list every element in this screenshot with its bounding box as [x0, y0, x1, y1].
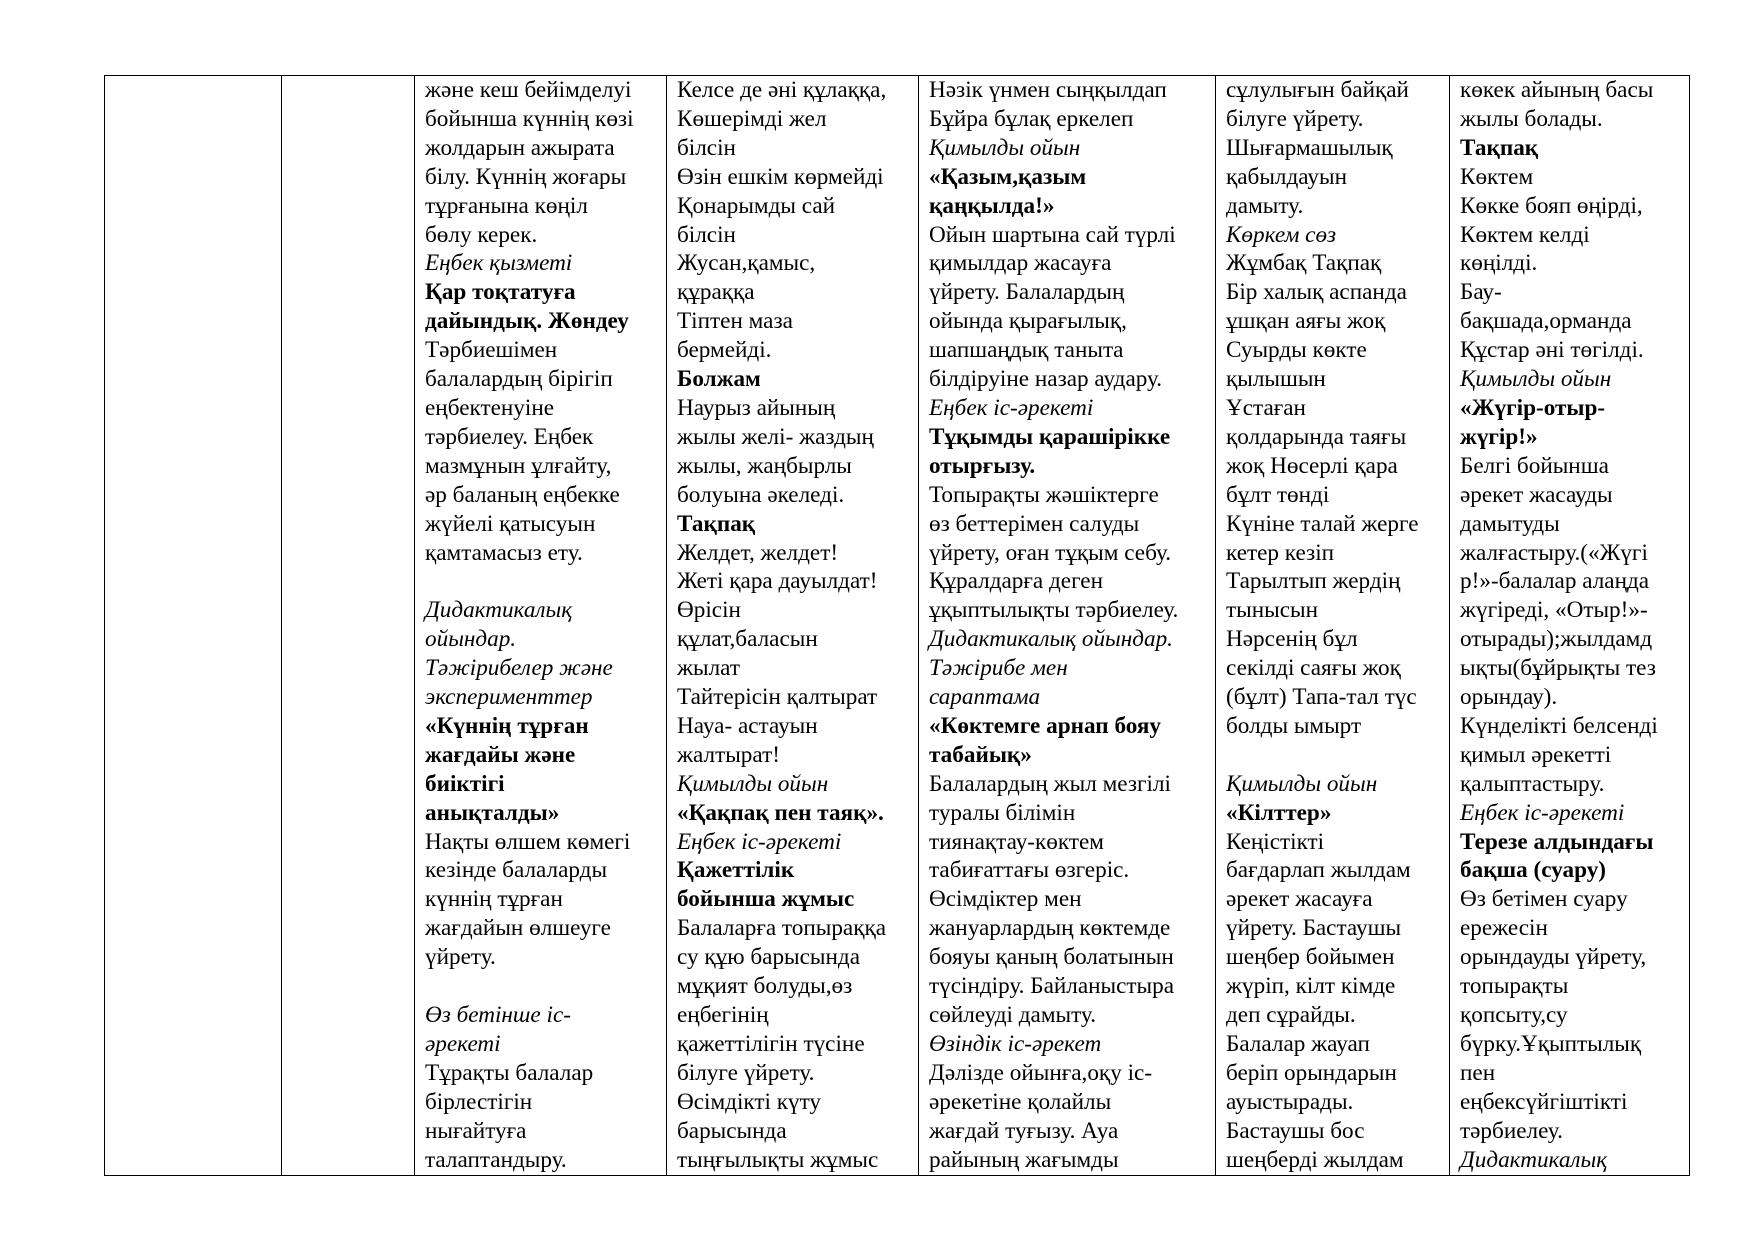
text-line: балалардың бірігіп	[425, 366, 613, 393]
activity-title: «Кілттер»	[1226, 799, 1332, 826]
text-line: білдіруіне назар аудару.	[929, 366, 1163, 393]
text-line: Топырақты жәшіктерге	[929, 481, 1159, 508]
text-line: Тайтерісін қалтырат	[677, 684, 878, 711]
text-line: Тарылтып жердің	[1226, 568, 1401, 595]
text-line: секілді саяғы жоқ	[1226, 655, 1401, 682]
text-line: шеңберді жылдам	[1226, 1146, 1404, 1173]
text-line: әрекет жасауды	[1460, 481, 1613, 508]
text-line: үйрету, оған тұқым себу.	[929, 539, 1172, 566]
text-line: ұқыптылықты тәрбиелеу.	[929, 597, 1179, 624]
weekly-plan-table	[104, 75, 1690, 1176]
table-cell-col-3	[415, 76, 667, 1176]
text-line: Келсе де әні құлаққа,	[677, 77, 887, 103]
text-line: үйрету. Бастаушы	[1226, 915, 1402, 942]
text-line: деп сұрайды.	[1226, 1001, 1356, 1028]
text-line: Белгі бойынша	[1460, 452, 1609, 479]
text-line: мазмұнын ұлғайту,	[425, 452, 612, 479]
text-line: табиғаттағы өзгеріс.	[929, 857, 1130, 884]
section-heading: Көркем сөз	[1226, 221, 1337, 248]
activity-title: Қар тоқтатуға	[425, 279, 576, 306]
text-line: Көшерімді жел	[677, 105, 827, 132]
text-line: Науа- астауын	[677, 712, 818, 739]
text-line: қимылдар жасауға	[929, 250, 1112, 277]
text-line: қабылдауын	[1226, 163, 1347, 190]
text-line: жүйелі қатысуын	[425, 510, 596, 537]
text-line: әрекет жасауға	[1226, 886, 1373, 913]
text-line: еңбегінің	[677, 1002, 769, 1028]
text-line: Көктем келді	[1460, 221, 1590, 248]
text-line: отырады);жылдамд	[1460, 626, 1653, 653]
section-heading: Еңбек іс-әрекеті	[677, 828, 842, 855]
text-line: қылышын	[1226, 366, 1326, 393]
text-line: құраққа	[677, 279, 755, 306]
text-line: әр баланың еңбекке	[425, 481, 620, 508]
text-line: білсін	[677, 134, 736, 161]
section-heading: ойындар.	[425, 626, 517, 653]
text-line: Жұмбақ Тақпақ	[1226, 250, 1382, 277]
text-line: қопсыту,су	[1460, 1002, 1568, 1028]
text-line: Желдет, желдет!	[677, 539, 839, 566]
activity-title: отырғызу.	[929, 452, 1036, 479]
text-line: жылы желі- жаздың	[677, 423, 874, 450]
text-line: шапшаңдық танытa	[929, 337, 1124, 364]
text-line: райының жағымды	[929, 1146, 1119, 1173]
text-line: ықты(бұйрықты тез	[1460, 655, 1656, 682]
activity-title: жүгір!»	[1460, 423, 1538, 450]
text-line: өз беттерімен салуды	[929, 510, 1140, 537]
text-line: Қонарымды сай	[677, 192, 836, 219]
activity-title: «Қазым,қазым	[929, 163, 1087, 190]
text-line: тиянақтау-көктем	[929, 828, 1104, 855]
text-line: жолдарын ажырата	[425, 134, 615, 161]
text-line: тынысын	[1226, 597, 1318, 624]
text-line: бұлт төнді	[1226, 481, 1330, 508]
text-line: Өз бетімен суару	[1460, 886, 1628, 913]
text-line: Өсімдікті күту	[677, 1088, 822, 1115]
text-line: еңбексүйгіштікті	[1460, 1088, 1628, 1115]
section-heading: Қимылды ойын	[1226, 770, 1378, 797]
text-line: Бұйра бұлақ еркелеп	[929, 105, 1134, 132]
activity-title: «Жүгір-отыр-	[1460, 394, 1606, 421]
text-line: тұрғанына көңіл	[425, 192, 588, 219]
table-cell-col-2	[282, 76, 415, 1176]
text-line: үйрету.	[425, 944, 496, 971]
text-line: сұлулығын байқай	[1226, 77, 1409, 103]
text-line: Жеті қара дауылдат!	[677, 568, 878, 595]
section-heading: Тәжірибелер және	[425, 655, 613, 682]
section-heading: Дидактикалық ойындар.	[929, 626, 1173, 653]
text-line: Көкке бояп өңірді,	[1460, 192, 1643, 219]
text-line: Құстар әні төгілді.	[1460, 337, 1644, 364]
text-line: Наурыз айының	[677, 394, 836, 421]
text-line: жылат	[677, 655, 740, 682]
text-line: дамытуды	[1460, 510, 1560, 537]
activity-title: Болжам	[677, 366, 761, 393]
text-line: Дәлізде ойынға,оқу іс-	[929, 1059, 1153, 1086]
text-line: болды ымырт	[1226, 712, 1362, 739]
table-row	[105, 76, 1690, 1176]
activity-title: табайық»	[929, 741, 1032, 768]
text-line: қажеттілігін түсіне	[677, 1030, 865, 1057]
text-line: су құю барысында	[677, 944, 860, 971]
table-cell-col-6	[1216, 76, 1450, 1176]
text-line: бақшада,орманда	[1460, 308, 1632, 335]
text-line: ережесін	[1460, 915, 1548, 942]
section-heading: әрекеті	[425, 1030, 501, 1057]
text-line: Кеңістікті	[1226, 828, 1325, 855]
text-line: шеңбер бойымен	[1226, 944, 1395, 971]
text-line: Ойын шартына сай түрлі	[929, 221, 1176, 248]
text-line: Тіптен маза	[677, 308, 793, 335]
text-line: қамтамасыз ету.	[425, 539, 583, 566]
text-line: Нақты өлшем көмегі	[425, 828, 631, 855]
text-line: қимыл әрекетті	[1460, 741, 1612, 768]
text-line: Тұрақты балалар	[425, 1059, 594, 1086]
text-line: бірлестігін	[425, 1088, 533, 1115]
text-line: барысында	[677, 1117, 787, 1144]
table-cell-col-5	[919, 76, 1216, 1176]
table-cell-col-1	[105, 76, 282, 1176]
text-line: жүріп, кілт кімде	[1226, 973, 1396, 1000]
text-line: жылы болады.	[1460, 105, 1603, 132]
text-line	[425, 972, 662, 1001]
activity-title: «Көктемге арнап бояу	[929, 712, 1162, 739]
text-line: қалыптастыру.	[1460, 770, 1605, 797]
text-line: кезінде балаларды	[425, 857, 608, 884]
table-cell-col-7	[1450, 76, 1690, 1176]
text-line: Бау-	[1460, 279, 1502, 306]
section-heading: Қимылды ойын	[1460, 366, 1612, 393]
table-cell-col-4	[667, 76, 919, 1176]
text-line: жануарлардың көктемде	[929, 915, 1171, 942]
text-line	[1226, 741, 1445, 770]
activity-title: Тақпақ	[677, 510, 756, 537]
text-line: талаптандыру.	[425, 1146, 567, 1173]
text-line: болуына әкеледі.	[677, 481, 845, 508]
activity-title: Тұқымды қарашірікке	[929, 423, 1171, 450]
text-line: ойында қырағылық,	[929, 308, 1127, 335]
text-line: р!»-балалар алаңда	[1460, 568, 1650, 595]
activity-title: «Күннің тұрған	[425, 712, 589, 739]
activity-title: Қажеттілік	[677, 857, 795, 884]
text-line: Балалардың жыл мезгілі	[929, 770, 1171, 797]
activity-title: дайындық. Жөндеу	[425, 308, 629, 335]
activity-title: бақша (суару)	[1460, 857, 1607, 884]
text-line: жылы, жаңбырлы	[677, 452, 852, 479]
text-line: білсін	[677, 221, 736, 248]
text-line: түсіндіру. Байланыстыра	[929, 973, 1175, 1000]
section-heading: Өз бетінше іс-	[425, 1001, 571, 1028]
activity-title: Тақпақ	[1460, 134, 1539, 161]
text-line: жоқ Нөсерлі қара	[1226, 452, 1398, 479]
text-line: жалғастыру.(«Жүгі	[1460, 539, 1648, 566]
text-line: күннің тұрған	[425, 886, 563, 913]
text-line: Балаларға топыраққа	[677, 915, 887, 942]
activity-title: биіктігі	[425, 770, 505, 797]
activity-title: қаңқылда!»	[929, 192, 1055, 219]
text-line: білу. Күннің жоғары	[425, 163, 627, 190]
activity-title: жағдайы және	[425, 741, 576, 768]
text-line: және кеш бейімделуі	[425, 77, 632, 103]
text-line: қолдарында таяғы	[1226, 423, 1407, 450]
activity-title: анықталды»	[425, 799, 560, 826]
text-line: Бастаушы бос	[1226, 1117, 1365, 1144]
section-heading: Қимылды ойын	[929, 134, 1081, 161]
text-line: үйрету. Балалардың	[929, 279, 1125, 306]
text-line: пен	[1460, 1059, 1496, 1086]
text-line: құлат,баласын	[677, 626, 818, 653]
text-line: беріп орындарын	[1226, 1059, 1397, 1086]
text-line: Нәзік үнмен сыңқылдап	[929, 77, 1167, 103]
text-line: орындау).	[1460, 684, 1558, 711]
section-heading: Қимылды ойын	[677, 770, 829, 797]
text-line: Құралдарға деген	[929, 568, 1103, 595]
text-line: бойынша күннің көзі	[425, 105, 634, 132]
activity-title: «Қақпақ пен таяқ».	[677, 799, 884, 826]
text-line: еңбектенуіне	[425, 394, 555, 421]
text-line	[425, 567, 662, 596]
text-line: Тәрбиешімен	[425, 337, 558, 364]
activity-title: бойынша жұмыс	[677, 886, 855, 913]
section-heading: Өзіндік іс-әрекет	[929, 1030, 1102, 1057]
text-line: ауыстырады.	[1226, 1088, 1354, 1115]
text-line: Нәрсенің бұл	[1226, 626, 1358, 653]
text-line: ұшқан аяғы жоқ	[1226, 308, 1386, 335]
section-heading: Дидактикалық	[1460, 1146, 1608, 1173]
text-line: тәрбиелеу.	[1460, 1117, 1563, 1144]
text-line: бағдарлап жылдам	[1226, 857, 1411, 884]
text-line: бояуы қаның болатынын	[929, 944, 1174, 971]
text-line: кетер кезіп	[1226, 539, 1335, 566]
text-line: Шығармашылық	[1226, 134, 1393, 161]
text-line: Ұстаған	[1226, 394, 1306, 421]
text-line: жүгіреді, «Отыр!»-	[1460, 597, 1648, 624]
text-line: Өсімдіктер мен	[929, 886, 1082, 913]
text-line: тәрбиелеу. Еңбек	[425, 423, 594, 450]
text-line: бүрку.Ұқыптылық	[1460, 1030, 1642, 1057]
text-line: туралы білімін	[929, 799, 1076, 826]
text-line: Күніне талай жерге	[1226, 510, 1419, 537]
section-heading: Еңбек қызметі	[425, 250, 573, 277]
text-line: топырақты	[1460, 973, 1569, 1000]
text-line: Суырды көкте	[1226, 337, 1367, 364]
text-line: білуге үйрету.	[1226, 105, 1364, 132]
text-line: (бұлт) Тапа-тал түс	[1226, 684, 1417, 711]
section-heading: эксперименттер	[425, 684, 593, 711]
text-line: Жусан,қамыс,	[677, 250, 816, 277]
text-line: жағдай туғызу. Ауа	[929, 1117, 1119, 1144]
text-line: орындауды үйрету,	[1460, 944, 1647, 971]
text-line: Өрісін	[677, 597, 741, 624]
text-line: тыңғылықты жұмыс	[677, 1146, 879, 1173]
section-heading: сараптама	[929, 684, 1041, 711]
text-line: Балалар жауап	[1226, 1030, 1370, 1057]
activity-title: Терезе алдындағы	[1460, 828, 1654, 855]
text-line: мұқият болуды,өз	[677, 973, 853, 1000]
text-line: Көктем	[1460, 163, 1534, 190]
text-line: жалтырат!	[677, 741, 780, 768]
section-heading: Тәжірибе мен	[929, 655, 1068, 682]
text-line: Күнделікті белсенді	[1460, 712, 1658, 739]
text-line: білуге үйрету.	[677, 1059, 815, 1086]
text-line: нығайтуға	[425, 1117, 527, 1144]
section-heading: Еңбек іс-әрекеті	[929, 394, 1094, 421]
text-line: бермейді.	[677, 337, 772, 364]
text-line: әрекетіне қолайлы	[929, 1088, 1112, 1115]
text-line: Өзін ешкім көрмейді	[677, 163, 884, 190]
section-heading: Еңбек іс-әрекеті	[1460, 799, 1625, 826]
text-line: бөлу керек.	[425, 221, 538, 248]
section-heading: Дидактикалық	[425, 597, 573, 624]
text-line: көңілді.	[1460, 250, 1538, 277]
text-line: дамыту.	[1226, 192, 1304, 219]
text-line: Бір халық аспанда	[1226, 279, 1407, 306]
text-line: көкек айының басы	[1460, 77, 1654, 103]
text-line: сөйлеуді дамыту.	[929, 1002, 1096, 1028]
text-line: жағдайын өлшеуге	[425, 915, 611, 942]
